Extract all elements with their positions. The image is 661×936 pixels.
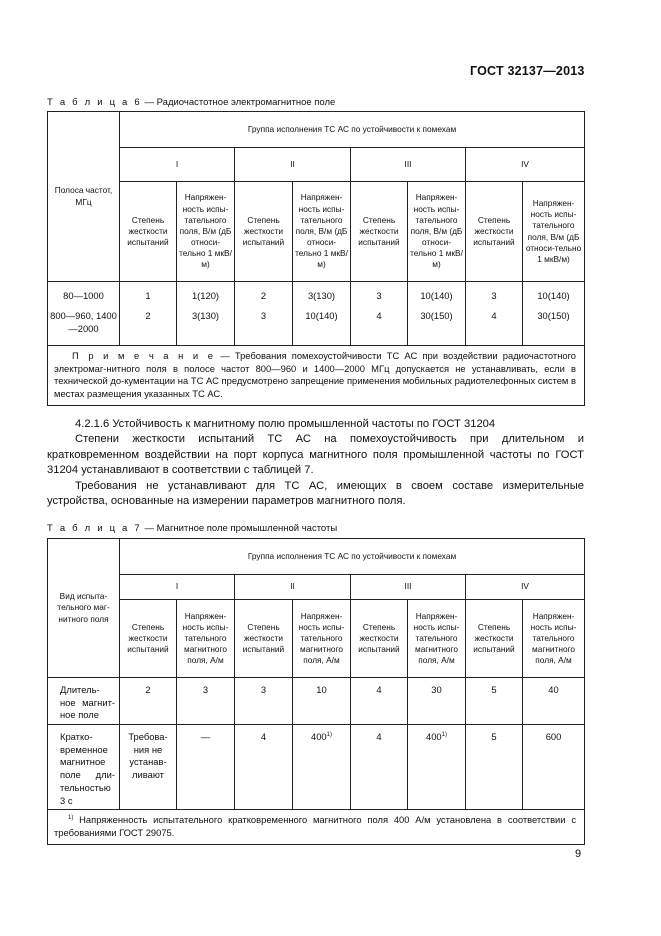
- table7-cell: 5: [466, 725, 523, 810]
- table7-group-header: Группа исполнения ТС АС по устойчивости к помехам: [120, 539, 585, 575]
- table6: [47, 111, 585, 406]
- table6-cell: 3: [491, 290, 497, 301]
- section-heading: 4.2.1.6 Устойчивость к магнитному полю промышленной частоты по ГОСТ 31204: [75, 418, 496, 430]
- table7-first-col-header: Вид испыта-тельного маг-нитного поля: [48, 539, 120, 678]
- table7-group-iv: IV: [466, 575, 585, 600]
- table6-group-i: I: [120, 148, 235, 182]
- table7-cell-footnoted: [408, 725, 466, 810]
- table6-cell: 2: [260, 290, 267, 301]
- table6-col-7: [466, 282, 523, 346]
- table6-cell: 2: [145, 310, 151, 321]
- table7-sub-field: Напряжен-ность испы-тательного магнитного поля, А/м: [293, 600, 351, 678]
- table6-sub-degree: Степень жесткости испытаний: [351, 182, 408, 282]
- table7-cell: 3: [177, 678, 235, 725]
- body-paragraph-2: Требования не устанавливают для ТС АС, имеющих в своем составе измерительные устройства, основанные на измерении параметров магнитного поля.: [47, 479, 584, 508]
- table6-group-header: Группа исполнения ТС АС по устойчивости к помехам: [120, 112, 585, 148]
- table6-cell: 3: [260, 310, 267, 321]
- table7: [47, 538, 585, 845]
- table6-band-cell: [48, 282, 120, 346]
- table6-caption: [47, 97, 335, 108]
- table6-cell: 3(130): [191, 310, 220, 321]
- table7-footnote: [48, 810, 585, 845]
- table6-sub-field: Напряжен-ность испы-тательного поля, В/м (дБ относи-тельно 1 мкВ/м): [523, 182, 585, 282]
- table6-cell: 3: [376, 290, 382, 301]
- table6-col-3: [235, 282, 293, 346]
- table6-group-iv: IV: [466, 148, 585, 182]
- table6-col-5: [351, 282, 408, 346]
- table6-band-800-2000: 800—960, 1400—2000: [50, 310, 117, 334]
- table7-group-iii: III: [351, 575, 466, 600]
- table7-cell-value: 400: [426, 731, 442, 743]
- table6-note-label: П р и м е ч а н и е: [72, 350, 216, 361]
- table6-cell: 1: [145, 290, 151, 301]
- table6-band-80-1000: 80—1000: [63, 290, 104, 301]
- table7-group-i: I: [120, 575, 235, 600]
- table7-cell: 4: [351, 678, 408, 725]
- table7-cell: 600: [523, 725, 585, 810]
- table7-sub-degree: Степень жесткости испытаний: [466, 600, 523, 678]
- table7-cell-value: 400: [311, 731, 327, 743]
- table6-col-1: [120, 282, 177, 346]
- document-standard-number: ГОСТ 32137—2013: [470, 64, 585, 78]
- table7-cell: 10: [293, 678, 351, 725]
- table7-caption-prefix: Т а б л и ц а 7: [47, 523, 142, 534]
- table6-sub-field: Напряжен-ность испы-тательного поля, В/м (дБ относи-тельно 1 мкВ/м): [177, 182, 235, 282]
- table6-cell: 4: [491, 310, 497, 321]
- table7-cell: —: [177, 725, 235, 810]
- table7-cell: 30: [408, 678, 466, 725]
- body-section: [47, 417, 584, 510]
- table6-cell: 30(150): [420, 310, 453, 321]
- table6-sub-field: Напряжен-ность испы-тательного поля, В/м (дБ относи-тельно 1 мкВ/м): [408, 182, 466, 282]
- table7-cell: 3: [235, 678, 293, 725]
- table6-note-text: — Требования помехоустойчивости ТС АС при воздействии радиочастотного электромаг-нитного поля в полосе частот 800—960 и 1400—2000 МГц допускается не устанавливать, если в технической до-кументации на ТС АС предусмотрено запрещение применения мобильных радиотелефонных систем в местах размещения указанных ТС АС.: [54, 350, 577, 400]
- table6-group-ii: II: [235, 148, 351, 182]
- table7-footnote-text: Напряженность испытательного кратковременного магнитного поля 400 А/м установлена в соответствии с требованиями ГОСТ 29075.: [54, 814, 577, 838]
- footnote-mark: 1): [68, 815, 74, 822]
- table7-sub-degree: Степень жесткости испытаний: [235, 600, 293, 678]
- table6-data-rows: [48, 282, 585, 346]
- table6-col-6: [408, 282, 466, 346]
- table7-cell: 40: [523, 678, 585, 725]
- table6-note: [48, 346, 585, 406]
- table6-cell: 3(130): [307, 290, 336, 301]
- table6-first-col-header: Полоса частот, МГц: [48, 112, 120, 282]
- footnote-ref: 1): [326, 732, 332, 739]
- table7-caption: [47, 523, 337, 534]
- table7-cell: 5: [466, 678, 523, 725]
- footnote-ref: 1): [441, 732, 447, 739]
- table6-col-2: [177, 282, 235, 346]
- table6-cell: 30(150): [537, 310, 570, 321]
- table7-sub-field: Напряжен-ность испы-тательного магнитного поля, А/м: [408, 600, 466, 678]
- table7-row-label-long: Длитель-ное магнит-ное поле: [48, 678, 120, 725]
- table6-sub-degree: Степень жесткости испытаний: [466, 182, 523, 282]
- table6-col-8: [523, 282, 585, 346]
- page-number: 9: [575, 848, 582, 860]
- table7-caption-title: — Магнитное поле промышленной частоты: [141, 523, 338, 534]
- table7-cell: Требова-ния не устанав-ливают: [120, 725, 177, 810]
- table7-row-label-short: Кратко-временное магнитное поле дли-тельностью 3 с: [48, 725, 120, 810]
- table6-col-4: [293, 282, 351, 346]
- table6-cell: 4: [376, 310, 382, 321]
- table7-sub-field: Напряжен-ность испы-тательного магнитного поля, А/м: [523, 600, 585, 678]
- body-paragraph-1: Степени жесткости испытаний ТС АС на помехоустойчивость при длительном и кратковременном воздействии на порт корпуса магнитного поля промышленной частоты по ГОСТ 31204 устанавливают в соответствии с таблицей 7.: [47, 433, 584, 477]
- table6-sub-degree: Степень жесткости испытаний: [235, 182, 293, 282]
- table7-sub-field: Напряжен-ность испы-тательного магнитного поля, А/м: [177, 600, 235, 678]
- table7-cell: 4: [235, 725, 293, 810]
- table6-cell: 1(120): [191, 290, 220, 301]
- table6-cell: 10(140): [537, 290, 570, 301]
- table7-cell: 2: [120, 678, 177, 725]
- table7-sub-degree: Степень жесткости испытаний: [351, 600, 408, 678]
- table7-group-ii: II: [235, 575, 351, 600]
- table7-cell: 4: [351, 725, 408, 810]
- table7-row-short: [48, 725, 585, 810]
- table7-sub-degree: Степень жесткости испытаний: [120, 600, 177, 678]
- table6-group-iii: III: [351, 148, 466, 182]
- table6-sub-field: Напряжен-ность испы-тательного поля, В/м (дБ относи-тельно 1 мкВ/м): [293, 182, 351, 282]
- table6-cell: 10(140): [305, 310, 338, 321]
- table6-caption-prefix: Т а б л и ц а 6: [47, 97, 142, 108]
- table6-caption-title: — Радиочастотное электромагнитное поле: [141, 97, 336, 108]
- table7-row-long: [48, 678, 585, 725]
- table6-cell: 10(140): [420, 290, 453, 301]
- table6-sub-degree: Степень жесткости испытаний: [120, 182, 177, 282]
- table7-cell-footnoted: [293, 725, 351, 810]
